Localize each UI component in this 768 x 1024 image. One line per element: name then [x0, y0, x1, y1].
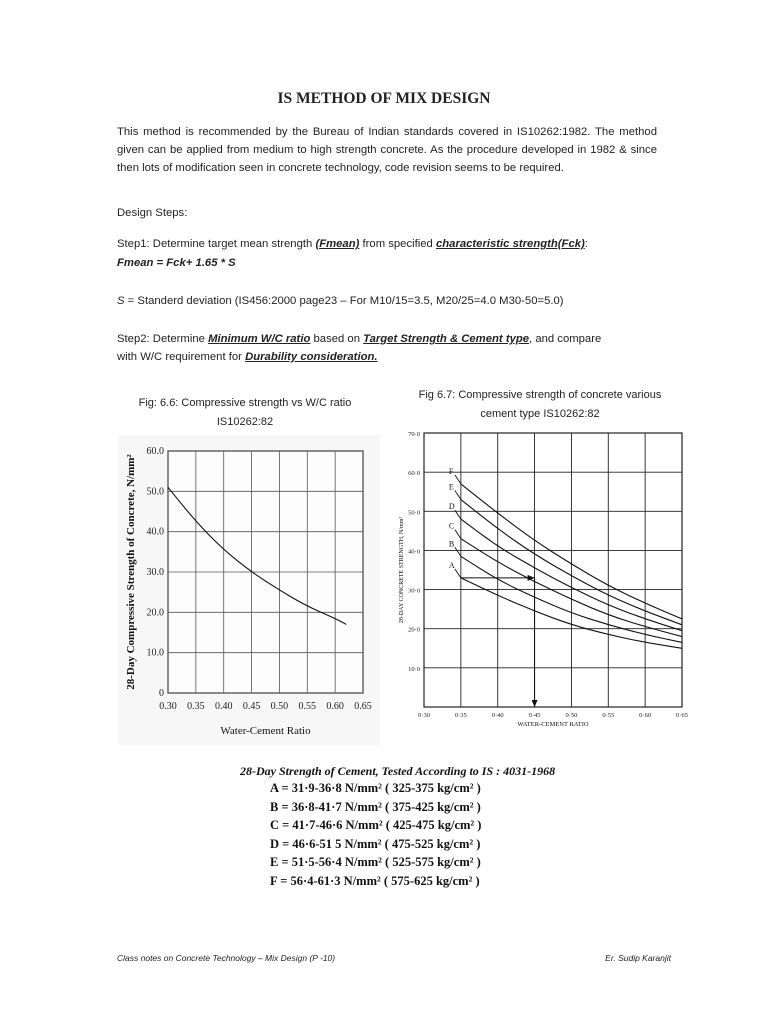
legend-row-d: D = 46·6-51 5 N/mm² ( 475-525 kg/cm² ): [270, 836, 481, 851]
x-tick-label: 0·30: [418, 712, 430, 719]
y-tick-label: 50·0: [408, 509, 420, 517]
legend-heading: 28-Day Strength of Cement, Tested According to IS : 4031-1968: [240, 764, 556, 778]
y-tick-label: 10.0: [146, 647, 164, 659]
std-dev-symbol: S: [117, 295, 125, 307]
legend-row-e: E = 51·5-56·4 N/mm² ( 525-575 kg/cm² ): [270, 855, 481, 869]
y-axis-title: 28-DAY CONCRETE STRENGTH, N/mm²: [399, 516, 405, 624]
x-axis-title: Water-Cement Ratio: [220, 725, 311, 737]
y-axis-title: 28-Day Compressive Strength of Concrete, N/mm²: [125, 454, 137, 690]
x-tick-label: 0.50: [270, 701, 289, 712]
y-tick-label: 30·0: [408, 587, 420, 595]
x-tick-label: 0.40: [214, 701, 233, 712]
fig66-caption-line1: Fig: 6.6: Compressive strength vs W/C ratio: [138, 397, 352, 409]
x-tick-label: 0·65: [676, 712, 688, 719]
y-tick-label: 60.0: [146, 446, 164, 457]
x-tick-label: 0.35: [187, 701, 205, 712]
step2-prefix: Step2: Determine: [117, 333, 209, 345]
step1-line: [117, 238, 588, 250]
y-tick-label: 40.0: [146, 526, 164, 538]
x-tick-label: 0·50: [565, 712, 578, 719]
series-label-B: B: [448, 539, 455, 549]
std-dev-line: [117, 295, 564, 307]
fig67-caption: [395, 386, 685, 424]
x-tick-label: 0·40: [491, 712, 504, 719]
series-label-A: A: [448, 560, 455, 570]
footer-left: Class notes on Concrete Technology – Mix Design (P -10): [117, 953, 336, 963]
step2-line2: [117, 351, 378, 363]
y-tick-label: 20·0: [408, 626, 420, 634]
step2-line2-prefix: with W/C requirement for: [117, 351, 246, 363]
series-label-C: C: [448, 521, 455, 531]
cement-type-strength-chart: [392, 425, 692, 740]
step2-suffix: , and compare: [529, 333, 602, 345]
x-tick-label: 0·55: [602, 712, 615, 719]
step1-mid: from specified: [359, 238, 436, 250]
x-axis-title: WATER-CEMENT RATIO: [517, 721, 589, 728]
y-tick-label: 10·0: [408, 665, 420, 673]
fig66-caption-line2: IS10262:82: [216, 416, 274, 428]
intro-paragraph: This method is recommended by the Bureau of Indian standards covered in IS10262:1982. The method given can be applied from medium to high strength concrete. As the procedure developed in 1982 & since then lots of modification seen in concrete technology, code revision seems to be required.: [117, 126, 657, 174]
fmean-formula: Fmean = Fck+ 1.65 * S: [117, 257, 236, 269]
target-term: Target Strength & Cement type: [363, 333, 530, 345]
y-tick-label: 0: [159, 688, 164, 699]
step2-mid: based on: [310, 333, 364, 345]
x-tick-label: 0.30: [159, 701, 177, 712]
series-label-D: D: [448, 502, 455, 512]
x-tick-label: 0·35: [454, 712, 467, 719]
fig67-caption-line2: cement type IS10262:82: [480, 408, 600, 420]
y-tick-label: 30.0: [146, 567, 164, 578]
legend-row-f: F = 56·4-61·3 N/mm² ( 575-625 kg/cm² ): [270, 873, 480, 888]
series-label-F: F: [448, 466, 454, 476]
y-tick-label: 60·0: [408, 470, 420, 478]
fck-term: characteristic strength(Fck): [435, 238, 585, 250]
series-label-E: E: [448, 482, 454, 492]
page-title: IS METHOD OF MIX DESIGN: [277, 90, 491, 107]
durability-term: Durability consideration.: [245, 351, 378, 363]
y-tick-label: 20.0: [146, 607, 164, 619]
fig67-caption-line1: Fig 6.7: Compressive strength of concrete various: [418, 389, 662, 401]
x-tick-label: 0.55: [298, 701, 317, 712]
design-steps-label: Design Steps:: [117, 207, 188, 219]
std-dev-text: = Standerd deviation (IS456:2000 page23 – For M10/15=3.5, M20/25=4.0 M30-50=5.0): [124, 295, 564, 307]
y-tick-label: 70·0: [408, 431, 420, 438]
y-tick-label: 40·0: [408, 548, 420, 556]
min-wc-term: Minimum W/C ratio: [208, 333, 311, 345]
wc-ratio-strength-chart: [118, 435, 380, 745]
fmean-term: (Fmean): [315, 238, 360, 250]
plot-area: [424, 433, 682, 707]
x-tick-label: 0.65: [354, 701, 372, 712]
step1-colon: :: [584, 238, 588, 250]
x-tick-label: 0·60: [639, 712, 652, 719]
step2-line: [117, 333, 601, 345]
step1-prefix: Step1: Determine target mean strength: [117, 238, 316, 250]
x-tick-label: 0·45: [528, 712, 541, 719]
x-tick-label: 0.45: [242, 701, 261, 712]
y-tick-label: 50.0: [146, 486, 164, 498]
legend-row-a: A = 31·9-36·8 N/mm² ( 325-375 kg/cm² ): [270, 781, 481, 795]
x-tick-label: 0.60: [326, 701, 344, 712]
footer-right: Er. Sudip Karanjit: [605, 953, 671, 963]
legend-row-b: B = 36·8-41·7 N/mm² ( 375-425 kg/cm² ): [270, 799, 481, 814]
fig66-caption: [120, 394, 370, 432]
cement-strength-legend: [200, 764, 580, 890]
legend-row-c: C = 41·7-46·6 N/mm² ( 425-475 kg/cm² ): [270, 818, 482, 832]
